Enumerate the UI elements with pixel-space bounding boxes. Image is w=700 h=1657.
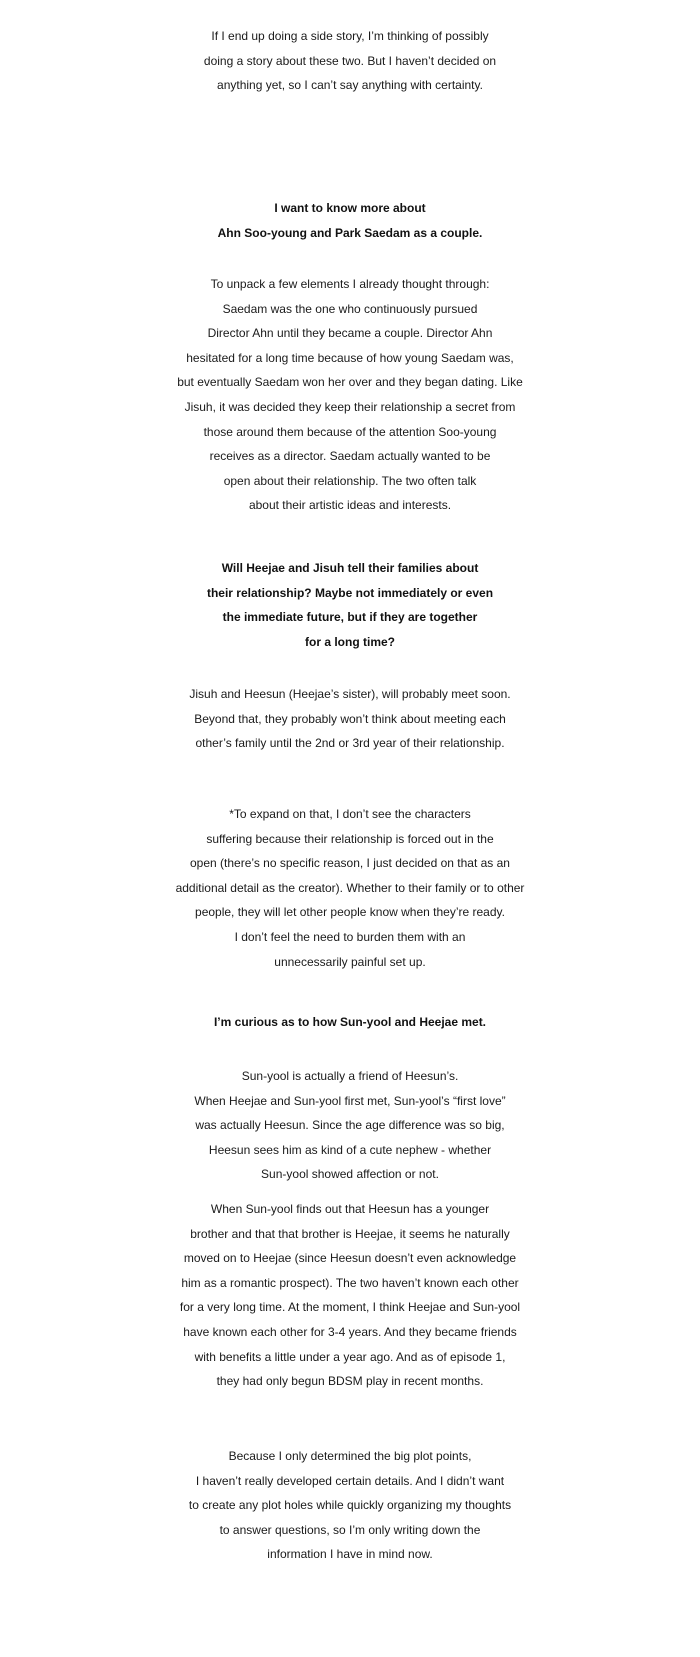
text-line: To unpack a few elements I already thought through:: [210, 277, 490, 291]
answer-paragraph: [0, 1444, 700, 1567]
text-line: other’s family until the 2nd or 3rd year of their relationship.: [195, 736, 505, 751]
text-line: Heesun sees him as kind of a cute nephew - whether: [208, 1142, 492, 1157]
text-line: doing a story about these two. But I haven’t decided on: [203, 53, 497, 68]
question-line: for a long time?: [305, 634, 395, 649]
text-line: with benefits a little under a year ago. And as of episode 1,: [194, 1349, 506, 1364]
answer-paragraph: [0, 1197, 700, 1394]
text-line: Saedam was the one who continuously pursued: [222, 301, 478, 316]
text-line: him as a romantic prospect). The two haven’t known each other: [181, 1275, 519, 1290]
text-line: Jisuh, it was decided they keep their relationship a secret from: [184, 399, 516, 414]
question-heading-couple: [0, 196, 700, 245]
text-line: for a very long time. At the moment, I think Heejae and Sun-yool: [179, 1300, 521, 1315]
text-line: brother and that that brother is Heejae, it seems he naturally: [190, 1226, 510, 1241]
text-line: people, they will let other people know when they’re ready.: [195, 905, 505, 920]
text-line: When Heejae and Sun-yool first met, Sun-yool’s “first love”: [194, 1093, 506, 1108]
text-line: Because I only determined the big plot points,: [228, 1449, 472, 1463]
text-line: *To expand on that, I don’t see the characters: [229, 807, 471, 821]
text-line: receives as a director. Saedam actually wanted to be: [209, 449, 491, 464]
question-line: Ahn Soo-young and Park Saedam as a couple.: [217, 225, 483, 240]
text-line: was actually Heesun. Since the age difference was so big,: [195, 1118, 505, 1133]
text-line: I haven’t really developed certain details. And I didn’t want: [195, 1473, 505, 1488]
question-heading-sunyool: [0, 1010, 700, 1035]
text-line: about their artistic ideas and interests.: [248, 498, 452, 513]
text-line: open (there’s no specific reason, I just decided on that as an: [190, 856, 510, 871]
text-line: Director Ahn until they became a couple. Director Ahn: [207, 326, 493, 341]
question-line: the immediate future, but if they are together: [222, 610, 478, 625]
answer-paragraph: [0, 802, 700, 974]
text-line: hesitated for a long time because of how young Saedam was,: [186, 350, 514, 365]
question-line: their relationship? Maybe not immediately or even: [206, 585, 494, 600]
text-line: unnecessarily painful set up.: [274, 954, 426, 969]
text-line: I don’t feel the need to burden them with an: [234, 929, 466, 944]
text-line: but eventually Saedam won her over and they began dating. Like: [177, 375, 523, 390]
text-line: When Sun-yool finds out that Heesun has a younger: [210, 1202, 490, 1216]
text-line: those around them because of the attention Soo-young: [203, 424, 497, 439]
text-line: they had only begun BDSM play in recent months.: [216, 1374, 484, 1389]
text-line: Sun-yool showed affection or not.: [261, 1167, 439, 1182]
intro-paragraph: [0, 24, 700, 98]
question-line: Will Heejae and Jisuh tell their families about: [221, 561, 479, 575]
text-line: Jisuh and Heesun (Heejae’s sister), will probably meet soon.: [189, 687, 511, 701]
answer-paragraph: [0, 682, 700, 756]
text-line: additional detail as the creator). Whether to their family or to other: [175, 880, 525, 895]
text-line: to create any plot holes while quickly organizing my thoughts: [188, 1498, 512, 1513]
text-line: suffering because their relationship is forced out in the: [206, 831, 494, 846]
question-line: I’m curious as to how Sun-yool and Heejae met.: [213, 1015, 487, 1029]
text-line: information I have in mind now.: [267, 1547, 433, 1562]
text-line: Beyond that, they probably won’t think about meeting each: [194, 711, 506, 726]
question-line: I want to know more about: [274, 201, 426, 215]
text-line: Sun-yool is actually a friend of Heesun’s.: [241, 1069, 459, 1083]
text-line: to answer questions, so I’m only writing down the: [219, 1522, 481, 1537]
answer-paragraph: [0, 1064, 700, 1187]
text-line: moved on to Heejae (since Heesun doesn’t even acknowledge: [183, 1251, 517, 1266]
answer-paragraph: [0, 272, 700, 518]
text-line: open about their relationship. The two often talk: [223, 473, 477, 488]
text-line: have known each other for 3-4 years. And they became friends: [183, 1324, 517, 1339]
question-heading-families: [0, 556, 700, 654]
text-line: If I end up doing a side story, I’m thinking of possibly: [211, 29, 489, 43]
text-line: anything yet, so I can’t say anything with certainty.: [217, 78, 483, 93]
